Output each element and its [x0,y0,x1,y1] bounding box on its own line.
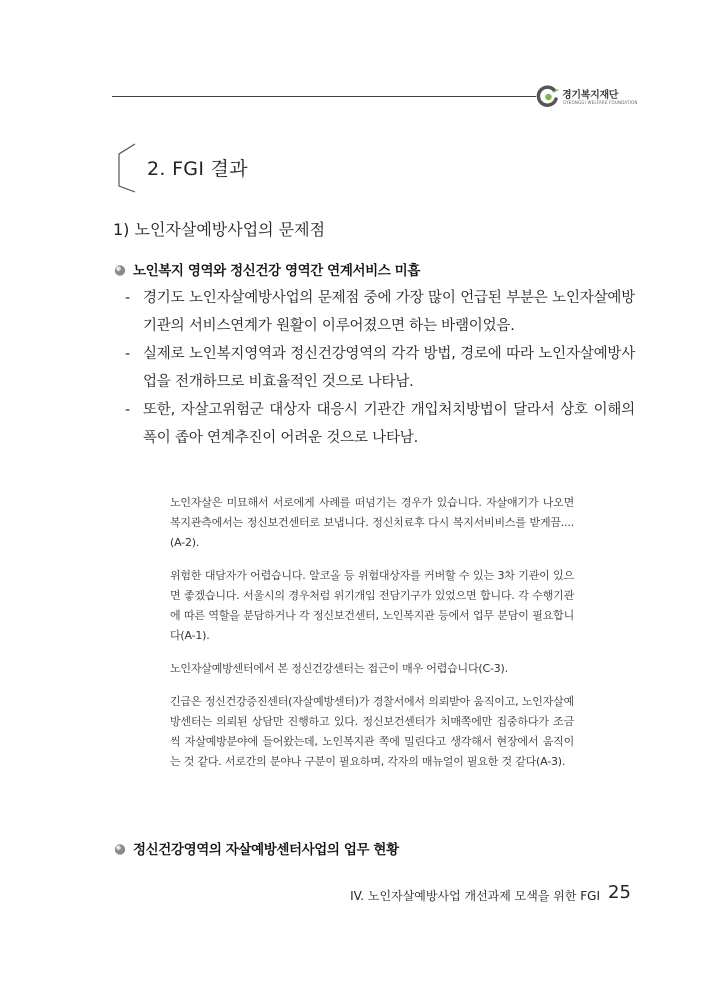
dash-marker: - [125,290,131,306]
bullet-orb-icon [113,263,127,277]
bullet-heading-1 [113,259,420,279]
interview-quote: 위험한 대담자가 어렵습니다. 알코올 등 위험대상자를 커버할 수 있는 3차 기관이 있으면 좋겠습니다. 서울시의 경우처럼 위기개입 전담기구가 있었으면 합니다. 각 수행기관에 따른 역할을 분담하거나 각 정신보건센터, 노인복지관 등에서 업무 분담이 필요합니다(A-1). [170,569,574,642]
page-number: 25 [608,882,631,903]
bullet-heading-2 [113,838,399,858]
foundation-name: 경기복지재단 [562,90,619,101]
bullet-heading-1-text: 노인복지 영역와 정신건강 영역간 연계서비스 미흡 [133,263,420,279]
foundation-logo [536,82,646,114]
issue-list [125,284,635,452]
foundation-logo-icon [536,84,560,108]
subsection-title: 1) 노인자살예방사업의 문제점 [113,220,326,239]
interview-quotes [170,493,574,785]
bullet-heading-2-text: 정신건강영역의 자살예방센터사업의 업무 현황 [133,842,399,858]
list-item [125,284,635,340]
foundation-english-name: GYEONGGI WELFARE FOUNDATION [563,100,638,105]
section-title: 2. FGI 결과 [147,158,248,180]
interview-quote: 노인자살은 미묘해서 서로에게 사례를 떠넘기는 경우가 있습니다. 자살얘기가 나오면 복지관측에서는 정신보건센터로 보냅니다. 정신치료후 다시 복지서비비스를 받게끔....(A-2). [170,496,574,549]
interview-quote: 긴급은 정신건강증진센터(자살예방센터)가 경찰서에서 의뢰받아 움직이고, 노인자살예방센터는 의뢰된 상담만 진행하고 있다. 정신보건센터가 치매쪽에만 집중하다가 조금씩 자살예방분야에 들어왔는데, 노인복지관 쪽에 밀린다고 생각해서 현장에서 움직이는 것 같다. 서로간의 분야나 구분이 필요하며, 각자의 매뉴얼이 필요한 것 같다(A-3). [170,695,574,768]
list-item-text: 또한, 자살고위험군 대상자 대응시 기관간 개입처치방법이 달라서 상호 이해의 폭이 좁아 연계추진이 어려운 것으로 나타남. [143,402,635,446]
list-item-text: 실제로 노인복지영역과 정신건강영역의 각각 방법, 경로에 따라 노인자살예방사업을 전개하므로 비효율적인 것으로 나타남. [143,346,635,390]
interview-quote: 노인자살예방센터에서 본 정신건강센터는 접근이 매우 어렵습니다(C-3). [170,662,508,675]
dash-marker: - [125,346,131,362]
list-item [125,396,635,452]
list-item-text: 경기도 노인자살예방사업의 문제점 중에 가장 많이 언급된 부분은 노인자살예방 기관의 서비스연계가 원활이 이루어졌으면 하는 바램이었음. [143,290,635,334]
header-rule [112,96,536,97]
bullet-orb-icon [113,842,127,856]
footer-chapter-title: IV. 노인자살예방사업 개선과제 모색을 위한 FGI [350,889,600,903]
section-bracket-icon [113,142,137,194]
dash-marker: - [125,402,131,418]
list-item [125,340,635,396]
